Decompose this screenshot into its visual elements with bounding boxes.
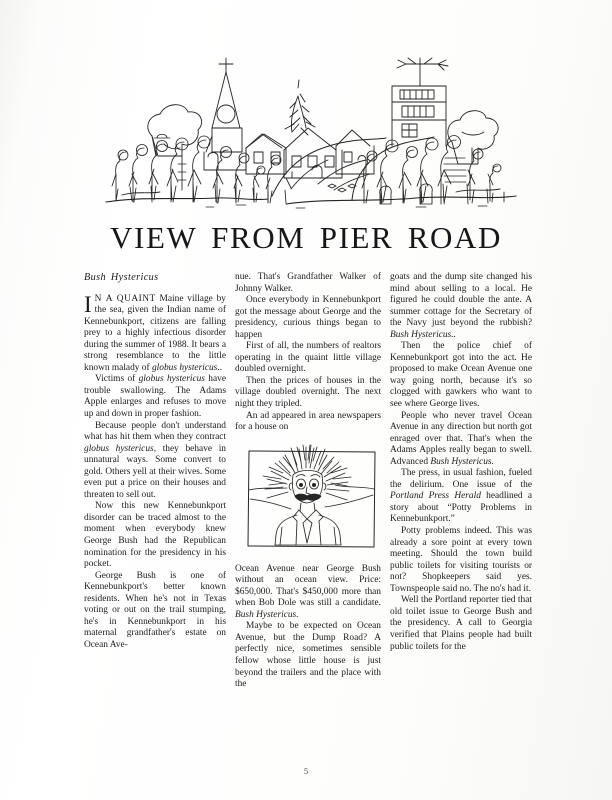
italic-term: globus hystericus <box>84 443 154 454</box>
italic-term: Bush Hystericus. <box>430 456 494 467</box>
paragraph: Well the Portland reporter tied that old toilet issue to George Bush and the presidency. A call to Georgia verified that Plains people had built public toilets for the <box>390 595 532 652</box>
paragraph: Maybe to be expected on Ocean Avenue, but the Dump Road? A perfectly nice, sometimes sensible fellow whose little house is just beyond the trailers and the place with the <box>235 621 381 690</box>
article-body <box>84 272 532 760</box>
paragraph: Potty problems indeed. This was already a sore point at every town meeting. Should the town build public toilets for visiting tourists or not? Shopkeepers said yes. Townspeople said no. The no's had it. <box>390 526 532 594</box>
village-crowd-scene-illustration <box>86 24 532 216</box>
paragraph-text: Ocean Avenue near George Bush without an ocean view. Price: $650,000. That's $450,000 more than when Bob Dole was still a candidate. <box>235 563 381 609</box>
column-1 <box>84 272 226 760</box>
italic-term: globus hystericus <box>138 374 205 385</box>
paragraph: Then the prices of houses in the village doubled overnight. The next night they tripled. <box>235 375 381 410</box>
column-2 <box>235 272 381 760</box>
lead-italic-term: globus hystericus <box>151 362 218 373</box>
paragraph <box>390 272 532 341</box>
paragraph-text: People who never travel Ocean Avenue in any direction but north got enraged over that. That's when the Adams Apples really began to swell. Advanced <box>390 410 532 467</box>
paragraph: First of all, the numbers of realtors operating in the quaint little village doubled overnight. <box>235 341 381 375</box>
column-3 <box>390 272 532 760</box>
article-kicker: Bush Hystericus <box>84 272 159 283</box>
paragraph: Then the police chief of Kennebunkport got into the act. He proposed to make Ocean Avenue one way going north, because it's so clogged with gawkers who want to see where George lives. <box>390 341 532 410</box>
paragraph: Once everybody in Kennebunkport got the message about George and the presidency, curious things began to happen <box>235 295 381 340</box>
paragraph: An ad appeared in area newspapers for a house on <box>235 410 381 433</box>
lead-text: Maine village by the sea, given the Indian name of Kennebunkport, citizens are falling prey to a highly infectious disorder during the summer of 1988. It bears a strong resemblance to the little known malady of <box>84 293 226 373</box>
italic-term: Bush Hystericus. <box>235 609 299 620</box>
masthead <box>0 222 612 253</box>
paragraph-text: , they behave in unnatural ways. Some convert to gold. Others yell at their wives. Some even put a price on their houses and threaten to sell out. <box>84 443 226 500</box>
paragraph <box>84 374 226 420</box>
wild-haired-man-illustration <box>235 443 381 555</box>
paragraph <box>235 564 381 622</box>
italic-term: Bush Hystericus.. <box>390 329 456 340</box>
paragraph-text: headlined a story about “Potty Problems in Kennebunkport.” <box>390 491 532 525</box>
paragraph <box>84 421 226 502</box>
paragraph-lead <box>84 291 226 375</box>
paragraph <box>390 468 532 526</box>
page-number: 5 <box>303 766 309 776</box>
paragraph-text: Because people don't understand what has hit them when they contract <box>84 420 226 443</box>
paragraph-text: The press, in usual fashion, fueled the delirium. One issue of the <box>390 468 532 490</box>
paragraph-text: Victims of <box>95 374 139 385</box>
lead-smallcaps: N A QUAINT <box>94 293 156 304</box>
italic-publication: Portland Press Herald <box>390 491 481 502</box>
paragraph <box>390 411 532 469</box>
page-title: VIEW FROM PIER ROAD <box>110 220 502 255</box>
lead-tail: .. <box>217 362 223 373</box>
paragraph-text: have trouble swallowing. The Adams Apple enlarges and refuses to move up and down in proper fashion. <box>84 374 226 420</box>
paragraph-text: goats and the dump site changed his mind about selling to a local. He figured he could double the ante. A summer cottage for the Secretary of the Navy just beyond the rubbish? <box>390 272 532 329</box>
paragraph: George Bush is one of Kennebunkport's better known residents. When he's not in Texas voting or out on the trail stumping, he's in Kennebunkport in his maternal grandfather's estate on Ocean Ave- <box>84 570 226 650</box>
paragraph: Now this new Kennebunkport disorder can be traced almost to the moment when everybody knew George Bush had the Republican nomination for the presidency in his pocket. <box>84 501 226 570</box>
paragraph: nue. That's Grandfather Walker of Johnny Walker. <box>235 272 381 294</box>
drop-cap: I <box>84 291 92 317</box>
